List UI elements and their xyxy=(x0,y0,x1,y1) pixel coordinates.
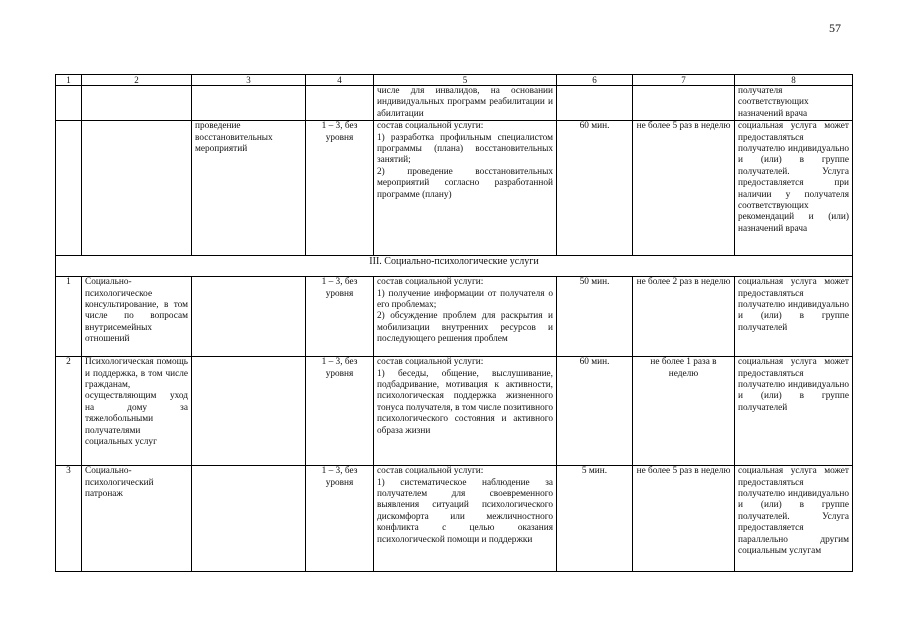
service-subname-cell: проведение восстановительных мероприятий xyxy=(192,121,306,256)
service-note-cell: социальная услуга может предоставляться получателю индивидуально и (или) в группе получателей. Услуга предоставляется параллельно другим социальным услугам xyxy=(735,466,853,572)
service-level-cell: 1 – 3, без уровня xyxy=(306,121,374,256)
service-level-cell: 1 – 3, без уровня xyxy=(306,357,374,466)
service-name-cell: Социально-психологическое консультирование, в том числе по вопросам внутрисемейных отношений xyxy=(82,277,192,357)
column-number: 6 xyxy=(557,75,633,86)
cell-empty xyxy=(82,121,192,256)
row-number: 1 xyxy=(56,277,82,357)
row-number: 2 xyxy=(56,357,82,466)
cell-empty xyxy=(192,466,306,572)
cell-empty xyxy=(82,86,192,121)
content-title: состав социальной услуги: xyxy=(377,277,484,288)
cell-empty xyxy=(56,121,82,256)
cell-empty xyxy=(306,86,374,121)
service-name-cell: Психологическая помощь и поддержка, в том числе гражданам, осуществляющим уход на дому за тяжелобольными получателями социальных услуг xyxy=(82,357,192,466)
cell-empty xyxy=(633,86,735,121)
section-title: III. Социально-психологические услуги xyxy=(56,256,853,277)
section-heading-row xyxy=(56,256,853,277)
service-name-cell: Социально-психологический патронаж xyxy=(82,466,192,572)
cell-empty xyxy=(56,86,82,121)
cell-empty xyxy=(192,277,306,357)
content-item: 2) проведение восстановительных мероприятий согласно разработанной программе (плану) xyxy=(377,166,553,200)
content-title: состав социальной услуги: xyxy=(377,466,484,477)
service-frequency-cell: не более 5 раз в неделю xyxy=(633,121,735,256)
content-item: 1) систематическое наблюдение за получателем для своевременного выявления ситуаций психологического дискомфорта или межличностного конфликта с целью оказания психологической помощи и поддержки xyxy=(377,477,553,545)
content-title: состав социальной услуги: xyxy=(377,357,484,368)
service-frequency-cell: не более 2 раз в неделю xyxy=(633,277,735,357)
row-number: 3 xyxy=(56,466,82,572)
service-content-cell xyxy=(374,277,557,357)
content-item: 1) разработка профильным специалистом программы (плана) восстановительных занятий; xyxy=(377,132,553,166)
cell-empty xyxy=(557,86,633,121)
content-item: 1) беседы, общение, выслушивание, подбадривание, мотивация к активности, психологическая поддержка жизненного тонуса получателя, в том числе позитивного психологического состояния и активного образа жизни xyxy=(377,368,553,436)
column-number: 1 xyxy=(56,75,82,86)
service-level-cell: 1 – 3, без уровня xyxy=(306,277,374,357)
table-header-row xyxy=(56,75,853,86)
column-number: 7 xyxy=(633,75,735,86)
content-title: состав социальной услуги: xyxy=(377,121,484,132)
table-row xyxy=(56,277,853,357)
service-content-cell xyxy=(374,357,557,466)
column-number: 5 xyxy=(374,75,557,86)
table-row-restorative xyxy=(56,121,853,256)
cell-empty xyxy=(192,86,306,121)
table-row xyxy=(56,357,853,466)
column-number: 4 xyxy=(306,75,374,86)
service-content-cell xyxy=(374,121,557,256)
page-number: 57 xyxy=(829,21,841,35)
service-content-cell: числе для инвалидов, на основании индивидуальных программ реабилитации и абилитации xyxy=(374,86,557,121)
content-item: 1) получение информации от получателя о его проблемах; xyxy=(377,288,553,311)
service-content-cell xyxy=(374,466,557,572)
service-frequency-cell: не более 5 раз в неделю xyxy=(633,466,735,572)
service-time-cell: 5 мин. xyxy=(557,466,633,572)
table-row xyxy=(56,466,853,572)
column-number: 2 xyxy=(82,75,192,86)
service-note-cell: социальная услуга может предоставляться получателю индивидуально и (или) в группе получателей xyxy=(735,277,853,357)
cell-empty xyxy=(192,357,306,466)
content-item: 2) обсуждение проблем для раскрытия и мобилизации внутренних ресурсов и последующего решения проблем xyxy=(377,311,553,345)
service-frequency-cell: не более 1 раза в неделю xyxy=(633,357,735,466)
column-number: 8 xyxy=(735,75,853,86)
service-note-cell: получателя соответствующих назначений врача xyxy=(735,86,853,121)
column-number: 3 xyxy=(192,75,306,86)
table-row-continued xyxy=(56,86,853,121)
service-note-cell: социальная услуга может предоставляться получателю индивидуально и (или) в группе получателей xyxy=(735,357,853,466)
service-note-cell: социальная услуга может предоставляться получателю индивидуально и (или) в группе получателей. Услуга предоставляется при наличии у получателя соответствующих рекомендаций и (или) назначений врача xyxy=(735,121,853,256)
services-table xyxy=(55,74,853,572)
service-level-cell: 1 – 3, без уровня xyxy=(306,466,374,572)
service-time-cell: 50 мин. xyxy=(557,277,633,357)
service-time-cell: 60 мин. xyxy=(557,357,633,466)
service-time-cell: 60 мин. xyxy=(557,121,633,256)
